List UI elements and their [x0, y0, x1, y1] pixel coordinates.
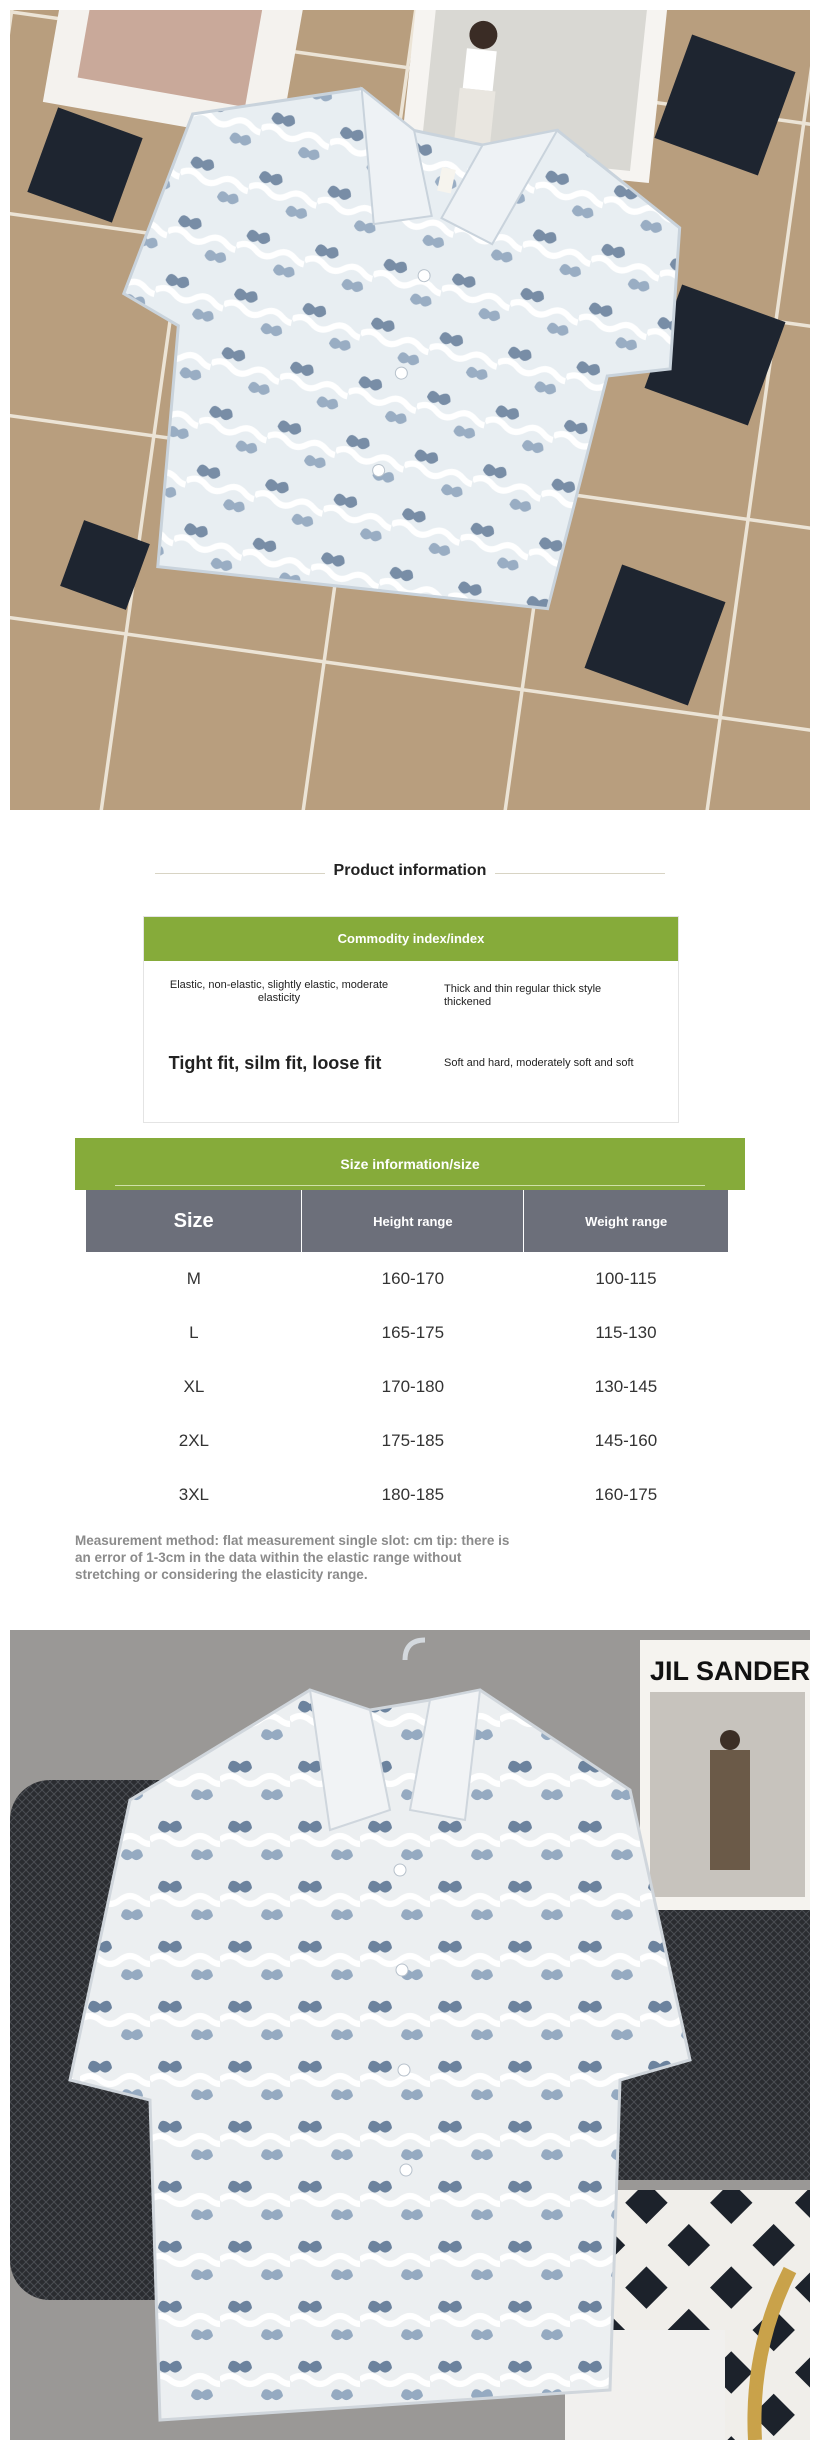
height-cell: 175-185 — [381, 1431, 445, 1450]
commodity-index-header: Commodity index/index — [144, 917, 678, 961]
commodity-index-panel — [143, 916, 679, 1123]
size-header-underline — [115, 1185, 705, 1186]
table-row — [86, 1468, 728, 1522]
product-photo-flatlay — [10, 10, 810, 810]
weight-cell: 160-175 — [594, 1485, 658, 1504]
table-row — [86, 1360, 728, 1414]
size-cell: M — [186, 1269, 201, 1288]
product-photo-hanging — [10, 1630, 810, 2440]
weight-cell: 145-160 — [594, 1431, 658, 1450]
table-row — [86, 1306, 728, 1360]
fit-options: Tight fit, silm fit, loose fit — [168, 1053, 382, 1073]
size-table — [86, 1190, 728, 1522]
product-information-title: Product information — [333, 862, 487, 879]
softness-options: Soft and hard, moderately soft and soft — [444, 1057, 634, 1069]
height-cell: 165-175 — [381, 1323, 445, 1342]
column-header-height: Height range — [302, 1190, 524, 1252]
size-cell: 3XL — [178, 1485, 210, 1504]
heading-divider-right — [495, 873, 665, 874]
size-table-header-row — [86, 1190, 728, 1252]
measurement-note: Measurement method: flat measurement single slot: cm tip: there is an error of 1-3cm in the data within the elastic range without stretching or considering the elasticity range. — [75, 1533, 510, 1582]
elasticity-options: Elastic, non-elastic, slightly elastic, moderate elasticity — [169, 979, 389, 1004]
weight-cell: 100-115 — [595, 1269, 657, 1288]
height-cell: 170-180 — [381, 1377, 445, 1396]
column-header-weight: Weight range — [524, 1190, 728, 1252]
thickness-options: Thick and thin regular thick style thickened — [444, 983, 602, 1008]
size-cell: 2XL — [178, 1431, 210, 1450]
size-cell: XL — [183, 1377, 205, 1396]
height-cell: 180-185 — [381, 1485, 445, 1504]
height-cell: 160-170 — [381, 1269, 445, 1288]
column-header-size: Size — [86, 1190, 302, 1252]
brand-sign: JIL SANDER — [650, 1656, 810, 1686]
product-information-heading — [155, 858, 665, 888]
table-row — [86, 1414, 728, 1468]
table-row — [86, 1252, 728, 1306]
flatlay-illustration — [10, 10, 810, 810]
weight-cell: 115-130 — [595, 1323, 657, 1342]
size-cell: L — [189, 1323, 199, 1342]
size-information-header — [75, 1138, 745, 1190]
weight-cell: 130-145 — [594, 1377, 658, 1396]
hanging-illustration — [10, 1630, 810, 2440]
size-information-title: Size information/size — [340, 1156, 480, 1172]
